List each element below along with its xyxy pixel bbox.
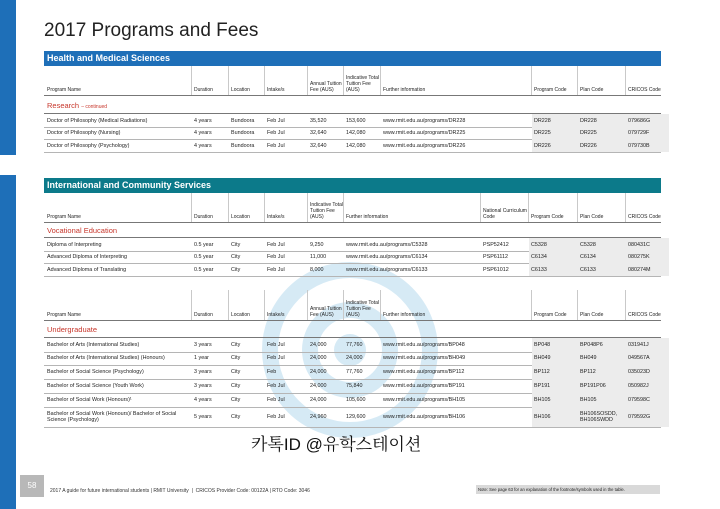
column-header: Location bbox=[231, 214, 250, 220]
table-cell: City bbox=[231, 342, 241, 348]
table-row bbox=[44, 250, 661, 264]
column-header: Intake/s bbox=[267, 214, 285, 220]
table-row bbox=[44, 263, 661, 277]
column-divider bbox=[577, 290, 578, 320]
table-cell: 4 years bbox=[194, 117, 212, 124]
table-cell: BP191 bbox=[534, 383, 551, 389]
category-vocational: Vocational Education bbox=[47, 226, 118, 235]
table-cell: 4 years bbox=[194, 129, 212, 136]
table-cell: Feb Jul bbox=[267, 253, 285, 260]
column-header: Intake/s bbox=[267, 87, 285, 93]
table-cell: City bbox=[231, 241, 241, 248]
table-cell: 24,000 bbox=[310, 342, 327, 348]
left-accent-bar-top bbox=[0, 0, 16, 155]
column-divider bbox=[264, 66, 265, 95]
table-cell: 080431C bbox=[628, 241, 650, 248]
column-header: National Curriculum Code bbox=[483, 208, 527, 220]
table-cell: 079730B bbox=[628, 142, 650, 149]
table-cell: Advanced Diploma of Translating bbox=[47, 266, 127, 273]
table-cell: City bbox=[231, 355, 241, 361]
table-cell: C6133 bbox=[580, 266, 596, 273]
column-divider bbox=[307, 290, 308, 320]
table-cell: Bundoora bbox=[231, 129, 255, 136]
table-cell: 24,000 bbox=[310, 369, 327, 375]
column-header: Further information bbox=[383, 312, 426, 318]
column-header: Further information bbox=[383, 87, 426, 93]
column-header: Program Code bbox=[534, 312, 567, 318]
table-cell[interactable]: www.rmit.edu.au/programs/C5328 bbox=[346, 241, 428, 248]
table-header-vocational bbox=[44, 193, 661, 223]
column-header: Program Name bbox=[47, 87, 81, 93]
column-divider bbox=[380, 66, 381, 95]
column-header: Indicative Total Tuition Fee (AUS) bbox=[346, 75, 379, 93]
table-cell: 24,000 bbox=[346, 355, 363, 361]
column-divider bbox=[191, 193, 192, 222]
table-cell[interactable]: www.rmit.edu.au/programs/BP112 bbox=[383, 369, 465, 375]
column-header: CRICOS Code bbox=[628, 87, 661, 93]
table-cell: DR226 bbox=[580, 142, 597, 149]
table-cell: Doctor of Philosophy (Nursing) bbox=[47, 129, 121, 136]
column-header: Duration bbox=[194, 214, 213, 220]
column-header: Indicative Total Tuition Fee (AUS) bbox=[310, 202, 343, 220]
footer-note: Note: See page 63 for an explanation of the footnote/symbols used in the table. bbox=[476, 485, 660, 494]
footer-text: 2017 A guide for future international students | RMIT University | CRICOS Provider Code: 00122A | RTO Code: 3046 bbox=[50, 488, 310, 494]
page-title: 2017 Programs and Fees bbox=[44, 20, 259, 41]
table-cell: C5328 bbox=[531, 241, 547, 248]
table-header-undergraduate bbox=[44, 290, 661, 321]
column-header: Annual Tuition Fee (AUS) bbox=[310, 81, 342, 93]
table-row bbox=[44, 365, 661, 380]
table-cell: C6134 bbox=[531, 253, 547, 260]
column-divider bbox=[625, 193, 626, 222]
table-cell: 0.5 year bbox=[194, 241, 214, 248]
table-cell: 24,000 bbox=[310, 355, 327, 361]
column-divider bbox=[531, 66, 532, 95]
table-cell: 24,000 bbox=[310, 397, 327, 403]
table-cell[interactable]: www.rmit.edu.au/programs/BP048 bbox=[383, 342, 465, 348]
table-cell: 3 years bbox=[194, 383, 212, 389]
table-cell: C5328 bbox=[580, 241, 596, 248]
table-cell: 105,600 bbox=[346, 397, 366, 403]
column-divider bbox=[528, 193, 529, 222]
table-cell: 050982J bbox=[628, 383, 649, 389]
column-header: Program Name bbox=[47, 214, 81, 220]
table-row bbox=[44, 393, 661, 408]
table-cell: Bachelor of Social Science (Psychology) bbox=[47, 369, 144, 375]
table-cell: Feb Jul bbox=[267, 241, 285, 248]
table-cell: BP048 bbox=[534, 342, 551, 348]
table-cell: City bbox=[231, 369, 241, 375]
table-cell: Feb Jul bbox=[267, 142, 285, 149]
table-cell: Feb bbox=[267, 369, 277, 375]
table-cell: BH105 bbox=[534, 397, 551, 403]
table-cell[interactable]: www.rmit.edu.au/programs/DR225 bbox=[383, 129, 466, 136]
table-cell: C6134 bbox=[580, 253, 596, 260]
column-divider bbox=[480, 193, 481, 222]
table-cell: Feb Jul bbox=[267, 129, 285, 136]
table-cell: 24,960 bbox=[310, 414, 327, 420]
column-divider bbox=[228, 193, 229, 222]
table-cell: Feb Jul bbox=[267, 397, 285, 403]
table-cell: DR226 bbox=[534, 142, 551, 149]
table-cell: Bachelor of Arts (International Studies) bbox=[47, 342, 140, 348]
table-cell: DR228 bbox=[534, 117, 551, 124]
table-cell: 11,000 bbox=[310, 253, 327, 260]
table-cell: Diploma of Interpreting bbox=[47, 241, 102, 248]
table-cell: 3 years bbox=[194, 342, 212, 348]
column-header: Program Code bbox=[534, 87, 567, 93]
table-cell: BH105 bbox=[580, 397, 597, 403]
table-cell: 080274M bbox=[628, 266, 651, 273]
column-divider bbox=[307, 193, 308, 222]
table-cell: Feb Jul bbox=[267, 342, 285, 348]
table-cell[interactable]: PSP61112 bbox=[483, 253, 508, 260]
column-header: CRICOS Code bbox=[628, 214, 661, 220]
column-divider bbox=[264, 290, 265, 320]
table-cell: Feb Jul bbox=[267, 355, 285, 361]
table-cell: BP112 bbox=[534, 369, 550, 375]
column-header: Further information bbox=[346, 214, 389, 220]
table-cell: Bachelor of Arts (International Studies) (Honours) bbox=[47, 355, 165, 361]
table-row bbox=[44, 379, 661, 394]
table-cell: Feb Jul bbox=[267, 117, 285, 124]
table-cell: 24,000 bbox=[310, 383, 327, 389]
table-cell: Doctor of Philosophy (Psychology) bbox=[47, 142, 130, 149]
table-cell[interactable]: www.rmit.edu.au/programs/C6134 bbox=[346, 253, 428, 260]
table-cell: City bbox=[231, 414, 241, 420]
table-cell: DR225 bbox=[534, 129, 551, 136]
table-cell: 77,760 bbox=[346, 342, 363, 348]
table-cell: 5 years bbox=[194, 414, 212, 420]
table-cell: 079686G bbox=[628, 117, 651, 124]
column-header: CRICOS Code bbox=[628, 312, 661, 318]
table-cell: Bundoora bbox=[231, 142, 255, 149]
category-undergraduate: Undergraduate bbox=[47, 325, 98, 334]
table-cell: Feb Jul bbox=[267, 414, 285, 420]
column-header: Location bbox=[231, 312, 250, 318]
table-row bbox=[44, 351, 661, 366]
category-research: Research – continued bbox=[47, 101, 108, 110]
column-header: Plan Code bbox=[580, 214, 604, 220]
table-cell: BH106SOSDD, BH106SWDD bbox=[580, 410, 618, 423]
table-cell[interactable]: www.rmit.edu.au/programs/BP191 bbox=[383, 383, 465, 389]
column-divider bbox=[191, 66, 192, 95]
table-row bbox=[44, 126, 661, 140]
table-cell: 9,250 bbox=[310, 241, 324, 248]
column-header: Plan Code bbox=[580, 87, 604, 93]
column-divider bbox=[343, 66, 344, 95]
table-cell: Advanced Diploma of Interpreting bbox=[47, 253, 128, 260]
table-cell[interactable]: PSP52412 bbox=[483, 241, 509, 248]
column-header: Intake/s bbox=[267, 312, 285, 318]
table-cell: City bbox=[231, 266, 241, 273]
table-cell[interactable]: www.rmit.edu.au/programs/BH106 bbox=[383, 414, 466, 420]
left-accent-bar-bottom bbox=[0, 175, 16, 509]
table-cell: 153,600 bbox=[346, 117, 366, 124]
table-cell: 77,760 bbox=[346, 369, 363, 375]
table-cell: BP048P6 bbox=[580, 342, 603, 348]
page-number: 58 bbox=[20, 475, 44, 497]
column-divider bbox=[191, 290, 192, 320]
column-divider bbox=[343, 290, 344, 320]
table-cell: 079598C bbox=[628, 397, 650, 403]
table-cell: C6133 bbox=[531, 266, 547, 273]
table-cell: 4 years bbox=[194, 397, 212, 403]
table-cell: BP191P06 bbox=[580, 383, 606, 389]
table-cell: DR225 bbox=[580, 129, 597, 136]
table-cell: 079592G bbox=[628, 414, 651, 420]
table-cell: 0.5 year bbox=[194, 266, 214, 273]
table-cell: 079729F bbox=[628, 129, 650, 136]
table-header-health bbox=[44, 66, 661, 96]
table-cell: Bachelor of Social Work (Honours)¹ bbox=[47, 397, 132, 403]
table-cell: Bachelor of Social Work (Honours)/ Bachelor of Social Science (Psychology) bbox=[47, 410, 177, 423]
table-cell: 049567A bbox=[628, 355, 650, 361]
table-row bbox=[44, 139, 661, 153]
column-header: Duration bbox=[194, 312, 213, 318]
table-cell[interactable]: www.rmit.edu.au/programs/DR226 bbox=[383, 142, 466, 149]
table-cell: 080275K bbox=[628, 253, 650, 260]
column-divider bbox=[307, 66, 308, 95]
column-divider bbox=[577, 193, 578, 222]
watermark-kakao-id: 카톡ID @유학스테이션 bbox=[251, 435, 422, 454]
table-cell: City bbox=[231, 383, 241, 389]
column-header: Program Code bbox=[531, 214, 564, 220]
table-cell: 0.5 year bbox=[194, 253, 214, 260]
column-header: Annual Tuition Fee (AUS) bbox=[310, 306, 342, 318]
column-divider bbox=[264, 193, 265, 222]
column-header: Location bbox=[231, 87, 250, 93]
table-cell: 32,640 bbox=[310, 129, 327, 136]
table-cell: Doctor of Philosophy (Medical Radiations) bbox=[47, 117, 148, 124]
table-cell[interactable]: www.rmit.edu.au/programs/DR228 bbox=[383, 117, 466, 124]
table-cell: 031941J bbox=[628, 342, 649, 348]
table-cell: DR228 bbox=[580, 117, 597, 124]
table-cell: BP112 bbox=[580, 369, 596, 375]
column-divider bbox=[380, 290, 381, 320]
table-cell: BH106 bbox=[534, 414, 551, 420]
column-header: Program Name bbox=[47, 312, 81, 318]
column-header: Indicative Total Tuition Fee (AUS) bbox=[346, 300, 379, 318]
column-divider bbox=[577, 66, 578, 95]
table-cell: 035023D bbox=[628, 369, 650, 375]
column-divider bbox=[228, 290, 229, 320]
column-divider bbox=[228, 66, 229, 95]
table-cell[interactable]: PSP61012 bbox=[483, 266, 509, 273]
table-row bbox=[44, 407, 661, 428]
section-intl-band: International and Community Services bbox=[44, 178, 661, 193]
column-divider bbox=[531, 290, 532, 320]
table-cell: 142,080 bbox=[346, 142, 366, 149]
table-cell: 75,840 bbox=[346, 383, 363, 389]
column-divider bbox=[625, 66, 626, 95]
table-cell: 3 years bbox=[194, 369, 212, 375]
table-cell: 129,600 bbox=[346, 414, 366, 420]
table-cell: 35,520 bbox=[310, 117, 327, 124]
table-cell: Bundoora bbox=[231, 117, 255, 124]
column-header: Duration bbox=[194, 87, 213, 93]
column-header: Plan Code bbox=[580, 312, 604, 318]
table-cell: Feb Jul bbox=[267, 383, 285, 389]
table-cell[interactable]: www.rmit.edu.au/programs/BH049 bbox=[383, 355, 466, 361]
table-cell: 8,000 bbox=[310, 266, 324, 273]
table-cell: BH049 bbox=[580, 355, 597, 361]
table-cell: BH049 bbox=[534, 355, 551, 361]
table-cell: 142,080 bbox=[346, 129, 366, 136]
column-divider bbox=[343, 193, 344, 222]
table-cell: 4 years bbox=[194, 142, 212, 149]
section-health-band: Health and Medical Sciences bbox=[44, 51, 661, 66]
table-cell[interactable]: www.rmit.edu.au/programs/C6133 bbox=[346, 266, 428, 273]
table-cell: City bbox=[231, 253, 241, 260]
table-cell: 32,640 bbox=[310, 142, 327, 149]
table-cell: 1 year bbox=[194, 355, 209, 361]
table-cell: Feb Jul bbox=[267, 266, 285, 273]
table-cell[interactable]: www.rmit.edu.au/programs/BH105 bbox=[383, 397, 466, 403]
table-cell: Bachelor of Social Science (Youth Work) bbox=[47, 383, 144, 389]
table-cell: City bbox=[231, 397, 241, 403]
column-divider bbox=[625, 290, 626, 320]
